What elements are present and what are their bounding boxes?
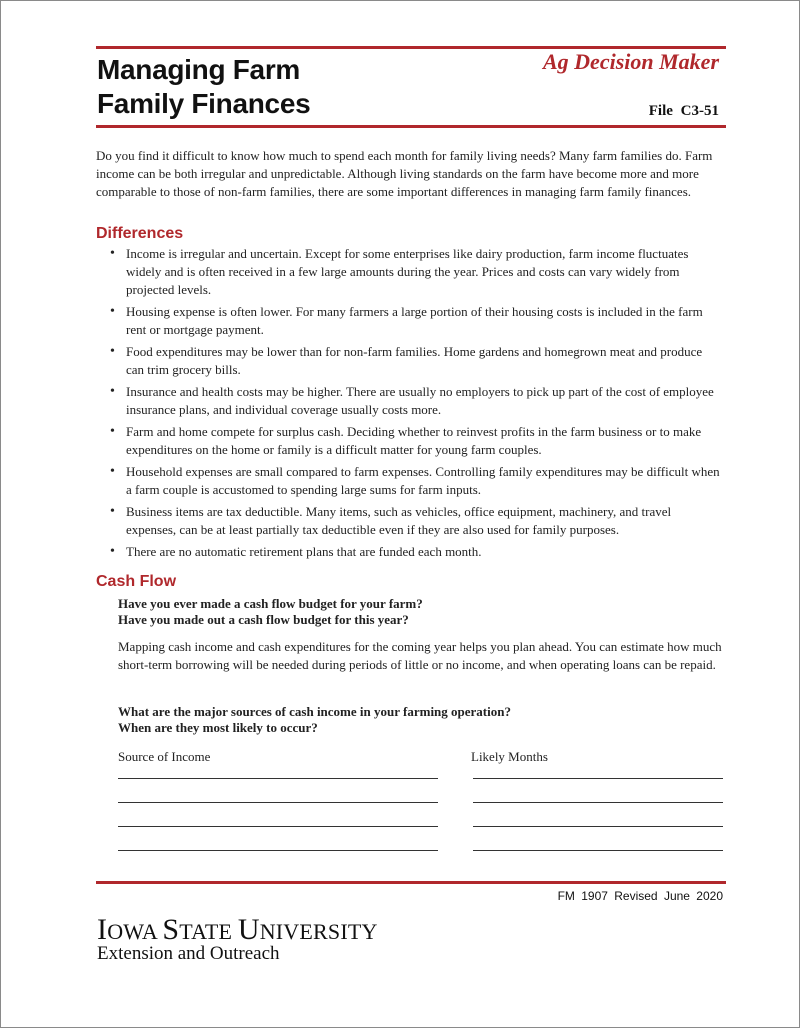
source-of-income-label: Source of Income bbox=[118, 749, 211, 764]
list-item: • Business items are tax deductible. Many items, such as vehicles, office equipment, machinery, and travel expenses, can be at least partially tax deductible even if they are also used for family purposes. bbox=[108, 503, 723, 539]
differences-list bbox=[108, 245, 723, 565]
header-bottom-rule bbox=[96, 125, 726, 128]
university-wordmark: IOWA STATE UNIVERSITY bbox=[97, 913, 378, 946]
income-blank-line[interactable] bbox=[118, 826, 438, 827]
list-item: • Insurance and health costs may be higher. There are usually no employers to pick up part of the cost of employee insurance plans, and individual coverage usually costs more. bbox=[108, 383, 723, 419]
extension-unit-name: Extension and Outreach bbox=[97, 943, 280, 964]
income-blank-line[interactable] bbox=[118, 850, 438, 851]
cash-income-question: What are the major sources of cash income in your farming operation? bbox=[118, 704, 511, 719]
cash-flow-question-1: Have you ever made a cash flow budget for your farm? bbox=[118, 596, 423, 611]
publication-info: FM 1907 Revised June 2020 bbox=[557, 889, 723, 903]
timing-question: When are they most likely to occur? bbox=[118, 720, 318, 735]
cash-flow-heading: Cash Flow bbox=[96, 573, 177, 590]
title-line-1: Managing Farm bbox=[97, 54, 301, 85]
page-title bbox=[97, 53, 310, 121]
differences-heading: Differences bbox=[96, 225, 184, 242]
list-item: • Income is irregular and uncertain. Except for some enterprises like dairy production, farm income fluctuates widely and is often received in a few large amounts during the year. Prices and costs can vary widely from projected levels. bbox=[108, 245, 723, 299]
series-name: Ag Decision Maker bbox=[543, 49, 719, 74]
likely-months-label: Likely Months bbox=[471, 749, 548, 764]
months-blank-line[interactable] bbox=[473, 802, 723, 803]
title-line-2: Family Finances bbox=[97, 88, 311, 119]
list-item: • Farm and home compete for surplus cash. Deciding whether to reinvest profits in the farm business or to make expenditures on the home or family is a difficult matter for young farm couples. bbox=[108, 423, 723, 459]
cash-flow-question-2: Have you made out a cash flow budget for this year? bbox=[118, 612, 409, 627]
file-number: File C3-51 bbox=[648, 103, 719, 119]
list-item: • Housing expense is often lower. For many farmers a large portion of their housing costs is included in the farm rent or mortgage payment. bbox=[108, 303, 723, 339]
income-blank-line[interactable] bbox=[118, 778, 438, 779]
intro-paragraph: Do you find it difficult to know how much to spend each month for family living needs? Many farm families do. Farm income can be both irregular and unpredictable. Although living standards on the farm have become more and more comparable to those of non-farm families, there are some important differences in managing farm family finances. bbox=[96, 148, 713, 199]
footer-rule bbox=[96, 881, 726, 884]
cash-flow-paragraph: Mapping cash income and cash expenditures for the coming year helps you plan ahead. You can estimate how much short-term borrowing will be needed during periods of little or no income, and when operating loans can be repaid. bbox=[118, 639, 722, 672]
list-item: • Household expenses are small compared to farm expenses. Controlling family expenditures may be difficult when a farm couple is accustomed to spending large sums for farm inputs. bbox=[108, 463, 723, 499]
list-item: • There are no automatic retirement plans that are funded each month. bbox=[108, 543, 723, 561]
income-blank-line[interactable] bbox=[118, 802, 438, 803]
months-blank-line[interactable] bbox=[473, 826, 723, 827]
months-blank-line[interactable] bbox=[473, 850, 723, 851]
months-blank-line[interactable] bbox=[473, 778, 723, 779]
list-item: • Food expenditures may be lower than for non-farm families. Home gardens and homegrown meat and produce can trim grocery bills. bbox=[108, 343, 723, 379]
